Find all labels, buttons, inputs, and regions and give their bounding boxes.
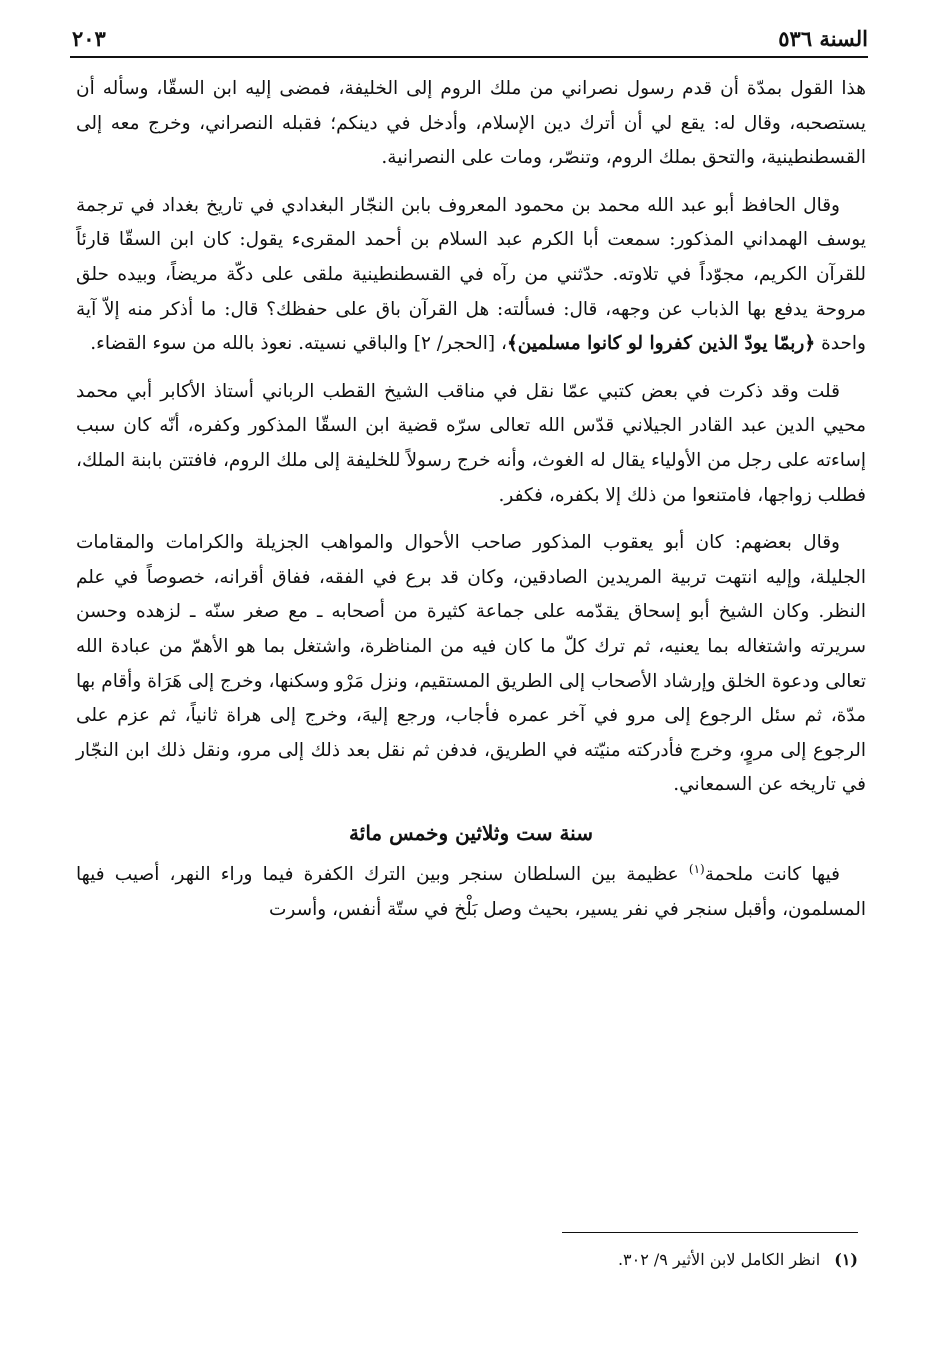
quran-quote: ﴿ربمّا يودّ الذين كفروا لو كانوا مسلمين﴾ [506,333,816,355]
paragraph-4: وقال بعضهم: كان أبو يعقوب المذكور صاحب الأحوال والمواهب الجزيلة والكرامات والمقامات الجليلة، وإليه انتهت تربية المريدين الصادقين، وكان قد برع في الفقه، ففاق أقرانه، خصوصاً في علم النظر. وكان الشيخ أبو إسحاق يقدّمه على جماعة كثيرة من أصحابه ـ مع صغر سنّه ـ لزهده وحسن سريرته واشتغاله بما يعنيه، ثم ترك كلّ ما كان فيه من المناظرة، واشتغل بما هو الأهمّ من عبادة الله تعالى ودعوة الخلق وإرشاد الأصحاب إلى الطريق المستقيم، ونزل مَرْو وسكنها، وخرج إلى هَرَاة وأقام بها مدّة، ثم سئل الرجوع إلى مرو في آخر عمره فأجاب، ورجع إليهَ، وخرج إلى هراة ثانياً، ثم عزم على الرجوع إلى مروٍ، وخرج فأدركته منيّته في الطريق، فدفن ثم نقل بعد ذلك إلى مرو، ونقل ذلك ابن النجّار في تاريخه عن السمعاني. [76,532,866,796]
paragraph-3: قلت وقد ذكرت في بعض كتبي عمّا نقل في مناقب الشيخ القطب الرباني أستاذ الأكابر أبي محمد محيي الدين عبد القادر الجيلاني قدّس الله تعالى سرّه قضية ابن السقّا المذكور وكفره، أنّه كان سبب إساءته على رجل من الأولياء يقال له الغوث، وأنه خرج رسولاً للخليفة إلى ملك الروم، فافتتن بابنة الملك، فطلب زواجها، فامتنعوا من ذلك إلا بكفره، فكفر. [76,380,866,506]
footnote [158,1246,858,1274]
section-heading: سنة ست وثلاثين وخمس مائة [349,820,593,845]
paragraph-1: هذا القول بمدّة أن قدم رسول نصراني من ملك الروم إلى الخليفة، فمضى إليه ابن السقّا، وسأله أن يستصحبه، وقال له: يقع لي أن أترك دين الإسلام، وأدخل في دينكم؛ فقبله النصراني، وخرج معه إلى القسطنطينية، والتحق بملك الروم، وتنصّر، ومات على النصرانية. [76,78,866,169]
running-head: السنة ٥٣٦ [778,26,868,51]
header-rule [70,56,868,58]
paragraph-5 [76,858,866,927]
paragraph-5-rest: عظيمة بين السلطان سنجر وبين الترك الكفرة فيما وراء النهر، أصيب فيها المسلمون، وأقبل سنجر في نفر يسير، بحيث وصل بَلْخ في ستّة أنفس، وأسرت [76,864,866,921]
paragraph-2 [76,189,866,362]
page-number: ٢٠٣ [72,26,106,51]
paragraph-2-end: ، [الحجر/ ٢] والباقي نسيته. نعوذ بالله من سوء القضاء. [90,333,507,355]
footnote-text: انظر الكامل لابن الأثير ٩/ ٣٠٢. [617,1250,821,1269]
paragraph-5-start: فيها كانت ملحمة [704,864,841,886]
footnote-reference: (١) [688,862,705,877]
footnote-rule [562,1232,858,1233]
paragraph-2-text: وقال الحافظ أبو عبد الله محمد بن محمود المعروف بابن النجّار البغدادي في تاريخ بغداد في ترجمة يوسف الهمداني المذكور: سمعت أبا الكرم عبد السلام بن أحمد المقرىء يقول: كان ابن السقّا قارئاً للقرآن الكريم، مجوّداً في تلاوته. حدّثني من رآه في القسطنطينية ملقى على دكّة مريضاً، وبيده حلق مروحة يدفع بها الذباب عن وجهه، قال: فسألته: هل القرآن باق على حفظك؟ قال: ما أذكر منه إلاّ آية واحدة [76,194,866,355]
body-text [76,72,866,941]
footnote-marker: (١) [834,1250,858,1269]
page-header [70,22,868,58]
